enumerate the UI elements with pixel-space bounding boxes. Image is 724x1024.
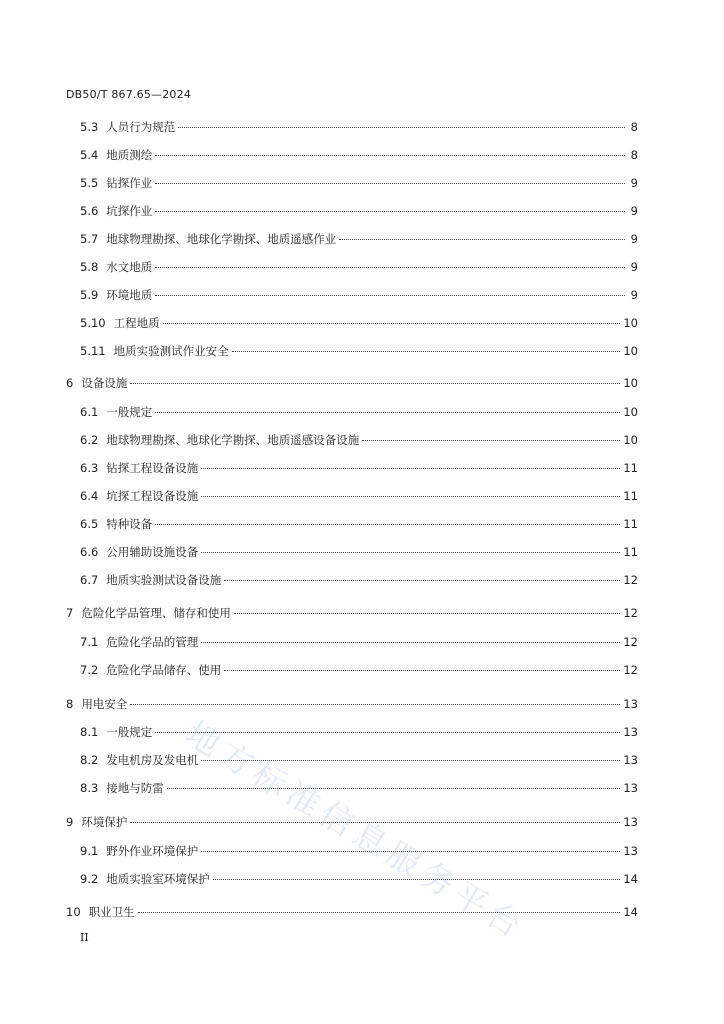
toc-entry-title: 水文地质 (106, 260, 153, 274)
toc-entry-number: 7.2 (80, 663, 99, 677)
dot-leader (155, 182, 625, 184)
toc-entry-page: 12 (623, 606, 638, 620)
toc-entry-page: 10 (623, 344, 638, 358)
toc-entry-label (80, 572, 221, 588)
dot-leader (201, 495, 620, 497)
toc-entry-number: 5.9 (80, 288, 99, 302)
toc-entry-label (80, 259, 152, 275)
toc-entry-number: 5.3 (80, 120, 99, 134)
toc-entry-title: 危险化学品管理、储存和使用 (81, 606, 231, 620)
toc-entry-page: 14 (623, 905, 638, 919)
toc-entry[interactable] (80, 572, 638, 588)
toc-entry-number: 5.10 (80, 316, 106, 330)
toc-entry-label (80, 404, 152, 420)
dot-leader (201, 551, 620, 553)
toc-entry-page: 8 (630, 148, 638, 162)
dot-leader (130, 382, 620, 384)
document-code: DB50/T 867.65—2024 (66, 88, 192, 101)
toc-entry[interactable] (80, 488, 638, 504)
dot-leader (224, 669, 620, 671)
toc-entry-number: 8.2 (80, 753, 99, 767)
toc-entry[interactable] (66, 605, 638, 621)
toc-entry-title: 危险化学品储存、使用 (106, 663, 222, 677)
dot-leader (155, 266, 625, 268)
toc-entry-label (80, 147, 152, 163)
toc-entry-page: 11 (623, 489, 638, 503)
toc-entry[interactable] (80, 724, 638, 740)
toc-entry-number: 6.3 (80, 461, 99, 475)
toc-entry-label (66, 605, 231, 621)
dot-leader (339, 238, 625, 240)
toc-entry-title: 一般规定 (106, 725, 153, 739)
toc-entry-page: 9 (630, 288, 638, 302)
toc-entry-number: 9.1 (80, 844, 99, 858)
toc-entry-number: 5.7 (80, 232, 99, 246)
toc-entry[interactable] (80, 119, 638, 135)
toc-entry-number: 8 (66, 697, 74, 711)
toc-entry-title: 地球物理勘探、地球化学勘探、地质遥感作业 (106, 232, 337, 246)
toc-entry[interactable] (80, 662, 638, 678)
toc-entry-title: 地质测绘 (106, 148, 153, 162)
toc-entry-page: 9 (630, 232, 638, 246)
toc-entry-label (80, 231, 336, 247)
dot-leader (178, 126, 625, 128)
toc-entry-title: 地质实验测试作业安全 (113, 344, 229, 358)
toc-entry-label (80, 544, 198, 560)
toc-entry-label (80, 516, 152, 532)
dot-leader (138, 911, 621, 913)
toc-entry-label (80, 634, 198, 650)
toc-entry-number: 9 (66, 815, 74, 829)
toc-entry[interactable] (66, 375, 638, 391)
toc-entry-number: 5.11 (80, 344, 106, 358)
toc-entry-label (66, 375, 127, 391)
toc-entry-number: 6.4 (80, 489, 99, 503)
toc-entry[interactable] (80, 203, 638, 219)
toc-entry-number: 5.4 (80, 148, 99, 162)
toc-entry-page: 13 (623, 697, 638, 711)
toc-entry-page: 11 (623, 461, 638, 475)
dot-leader (224, 579, 620, 581)
toc-entry[interactable] (66, 696, 638, 712)
toc-entry-page: 9 (630, 260, 638, 274)
toc-entry-number: 8.3 (80, 781, 99, 795)
toc-entry-label (66, 904, 135, 920)
toc-entry-title: 发电机房及发电机 (106, 753, 199, 767)
toc-entry-label (66, 814, 127, 830)
dot-leader (213, 878, 621, 880)
toc-entry-title: 接地与防雷 (106, 781, 164, 795)
toc-entry-title: 坑探作业 (106, 204, 153, 218)
toc-entry-label (80, 780, 164, 796)
toc-entry-page: 10 (623, 405, 638, 419)
dot-leader (234, 612, 621, 614)
toc-entry-title: 用电安全 (81, 697, 128, 711)
toc-entry[interactable] (80, 432, 638, 448)
toc-entry-page: 10 (623, 376, 638, 390)
toc-entry-number: 7.1 (80, 635, 99, 649)
toc-entry-page: 10 (623, 433, 638, 447)
toc-entry-label (80, 287, 152, 303)
toc-entry[interactable] (80, 231, 638, 247)
toc-entry-title: 人员行为规范 (106, 120, 176, 134)
toc-entry-label (80, 460, 198, 476)
toc-entry[interactable] (80, 516, 638, 532)
toc-entry-label (66, 696, 127, 712)
toc-entry-label (80, 662, 221, 678)
toc-entry[interactable] (80, 404, 638, 420)
toc-entry-number: 6.6 (80, 545, 99, 559)
toc-entry-number: 7 (66, 606, 74, 620)
toc-entry-page: 9 (630, 204, 638, 218)
toc-entry-page: 13 (623, 844, 638, 858)
toc-entry-page: 14 (623, 872, 638, 886)
toc-entry-page: 11 (623, 545, 638, 559)
toc-entry[interactable] (80, 460, 638, 476)
toc-entry-label (80, 843, 198, 859)
toc-entry-label (80, 203, 152, 219)
toc-entry-page: 12 (623, 573, 638, 587)
toc-entry-title: 地质实验室环境保护 (106, 872, 210, 886)
dot-leader (362, 439, 620, 441)
toc-entry[interactable] (80, 544, 638, 560)
toc-entry-title: 危险化学品的管理 (106, 635, 199, 649)
dot-leader (155, 523, 620, 525)
toc-entry-page: 13 (623, 725, 638, 739)
toc-entry-title: 公用辅助设施设备 (106, 545, 199, 559)
toc-entry-number: 5.8 (80, 260, 99, 274)
toc-entry-page: 13 (623, 781, 638, 795)
dot-leader (201, 850, 620, 852)
toc-entry-number: 8.1 (80, 725, 99, 739)
dot-leader (155, 154, 625, 156)
page-number: II (80, 931, 89, 944)
toc-entry-title: 设备设施 (81, 376, 128, 390)
toc-entry[interactable] (80, 634, 638, 650)
toc-entry-label (80, 119, 175, 135)
toc-entry-page: 12 (623, 663, 638, 677)
toc-entry-title: 地球物理勘探、地球化学勘探、地质遥感设备设施 (106, 433, 360, 447)
toc-entry-label (80, 488, 198, 504)
toc-entry[interactable] (80, 843, 638, 859)
toc-entry-title: 野外作业环境保护 (106, 844, 199, 858)
toc-entry-title: 钻探作业 (106, 176, 153, 190)
toc-entry-number: 6.5 (80, 517, 99, 531)
toc-entry-page: 10 (623, 316, 638, 330)
toc-entry[interactable] (80, 175, 638, 191)
dot-leader (232, 350, 621, 352)
toc-entry[interactable] (80, 780, 638, 796)
toc-entry[interactable] (80, 752, 638, 768)
toc-entry-number: 5.6 (80, 204, 99, 218)
dot-leader (201, 641, 620, 643)
dot-leader (201, 467, 620, 469)
toc-entry-number: 6 (66, 376, 74, 390)
toc-entry-page: 11 (623, 517, 638, 531)
toc-entry-label (80, 343, 229, 359)
toc-entry-label (80, 871, 210, 887)
dot-leader (130, 703, 620, 705)
toc-entry[interactable] (80, 871, 638, 887)
toc-entry-number: 6.1 (80, 405, 99, 419)
dot-leader (155, 210, 625, 212)
toc-entry-title: 特种设备 (106, 517, 153, 531)
dot-leader (163, 322, 621, 324)
toc-entry-title: 坑探工程设备设施 (106, 489, 199, 503)
toc-entry[interactable] (66, 904, 638, 920)
toc-entry-label (80, 724, 152, 740)
toc-entry-number: 6.7 (80, 573, 99, 587)
toc-entry-title: 工程地质 (113, 316, 160, 330)
toc-entry-label (80, 752, 198, 768)
dot-leader (155, 731, 620, 733)
toc-entry-label (80, 432, 359, 448)
toc-entry[interactable] (80, 287, 638, 303)
dot-leader (155, 294, 625, 296)
toc-entry-page: 8 (630, 120, 638, 134)
toc-entry-title: 钻探工程设备设施 (106, 461, 199, 475)
toc-entry-title: 地质实验测试设备设施 (106, 573, 222, 587)
dot-leader (167, 787, 621, 789)
toc-entry[interactable] (80, 315, 638, 331)
toc-entry[interactable] (80, 343, 638, 359)
toc-entry-title: 环境保护 (81, 815, 128, 829)
toc-entry-page: 9 (630, 176, 638, 190)
toc-entry-number: 5.5 (80, 176, 99, 190)
toc-entry-page: 13 (623, 753, 638, 767)
dot-leader (201, 759, 620, 761)
toc-entry-page: 12 (623, 635, 638, 649)
toc-entry-page: 13 (623, 815, 638, 829)
dot-leader (130, 821, 620, 823)
toc-entry-title: 一般规定 (106, 405, 153, 419)
toc-entry-label (80, 175, 152, 191)
toc-entry[interactable] (80, 147, 638, 163)
toc-entry-title: 职业卫生 (88, 905, 135, 919)
toc-entry[interactable] (80, 259, 638, 275)
watermark: 地方标准信息服务平台 (178, 713, 534, 948)
toc-entry-number: 9.2 (80, 872, 99, 886)
toc-entry[interactable] (66, 814, 638, 830)
dot-leader (155, 411, 620, 413)
toc-entry-label (80, 315, 160, 331)
toc-entry-number: 6.2 (80, 433, 99, 447)
toc-entry-number: 10 (66, 905, 81, 919)
toc-entry-title: 环境地质 (106, 288, 153, 302)
